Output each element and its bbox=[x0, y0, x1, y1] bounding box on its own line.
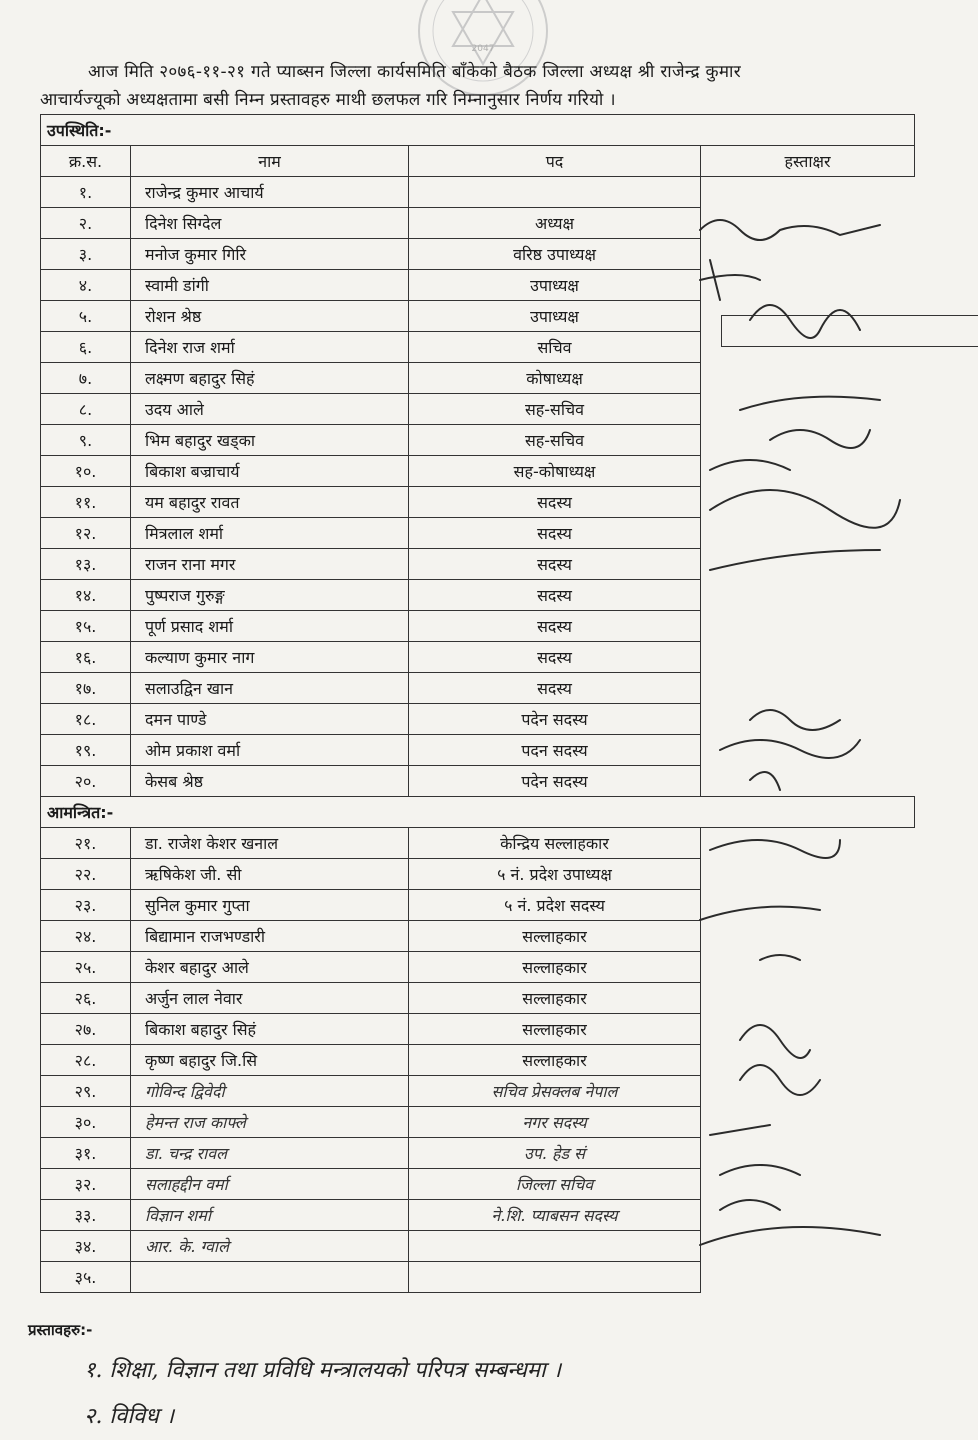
cell-sn: ३०. bbox=[41, 1107, 131, 1138]
cell-post: सचिव प्रेसक्लब नेपाल bbox=[409, 1076, 701, 1107]
cell-name: दिनेश राज शर्मा bbox=[131, 332, 409, 363]
table-row bbox=[41, 487, 915, 518]
cell-post: सह-सचिव bbox=[409, 394, 701, 425]
cell-post: सल्लाहकार bbox=[409, 952, 701, 983]
cell-sn: ११. bbox=[41, 487, 131, 518]
table-row bbox=[41, 859, 915, 890]
cell-post: सह-कोषाध्यक्ष bbox=[409, 456, 701, 487]
proposal-item-1: १. शिक्षा, विज्ञान तथा प्रविधि मन्त्रालयको परिपत्र सम्बन्धमा । bbox=[84, 1358, 562, 1383]
cell-sn: ३४. bbox=[41, 1231, 131, 1262]
cell-name: केशर बहादुर आले bbox=[131, 952, 409, 983]
table-row bbox=[41, 270, 915, 301]
meeting-intro bbox=[40, 58, 960, 114]
table-row bbox=[41, 952, 915, 983]
cell-post: ने.शि. प्याबसन सदस्य bbox=[409, 1200, 701, 1231]
table-row bbox=[41, 1200, 915, 1231]
intro-line-1: आज मिति २०७६-११-२१ गते प्याब्सन जिल्ला कार्यसमिति बाँकेको बैठक जिल्ला अध्यक्ष श्री राजेन्द्र कुमार bbox=[88, 62, 741, 82]
cell-post: पदेन सदस्य bbox=[409, 766, 701, 797]
cell-sn: २२. bbox=[41, 859, 131, 890]
cell-post: ५ नं. प्रदेश उपाध्यक्ष bbox=[409, 859, 701, 890]
cell-sn: २९. bbox=[41, 1076, 131, 1107]
cell-sn: ६. bbox=[41, 332, 131, 363]
section-invited-label: आमन्त्रित:- bbox=[41, 797, 915, 828]
cell-name: कल्याण कुमार नाग bbox=[131, 642, 409, 673]
table-row bbox=[41, 1076, 915, 1107]
cell-name: सुनिल कुमार गुप्ता bbox=[131, 890, 409, 921]
cell-sn: १८. bbox=[41, 704, 131, 735]
table-row bbox=[41, 1262, 915, 1293]
cell-sn: १०. bbox=[41, 456, 131, 487]
section-present-row bbox=[41, 115, 915, 146]
cell-name: डा. राजेश केशर खनाल bbox=[131, 828, 409, 859]
cell-post: सल्लाहकार bbox=[409, 921, 701, 952]
table-row bbox=[41, 673, 915, 704]
cell-sn: २. bbox=[41, 208, 131, 239]
cell-name: केसब श्रेष्ठ bbox=[131, 766, 409, 797]
proposal-item-2: २. विविध । bbox=[84, 1404, 175, 1429]
table-row bbox=[41, 1138, 915, 1169]
cell-post: सल्लाहकार bbox=[409, 1045, 701, 1076]
cell-name: राजेन्द्र कुमार आचार्य bbox=[131, 177, 409, 208]
cell-sn: १३. bbox=[41, 549, 131, 580]
table-row bbox=[41, 828, 915, 859]
cell-name: गोविन्द द्विवेदी bbox=[131, 1076, 409, 1107]
cell-post bbox=[409, 177, 701, 208]
cell-sn: १२. bbox=[41, 518, 131, 549]
cell-name: पुष्पराज गुरुङ्ग bbox=[131, 580, 409, 611]
table-row bbox=[41, 1045, 915, 1076]
cell-sn: १७. bbox=[41, 673, 131, 704]
table-row bbox=[41, 1169, 915, 1200]
cell-post bbox=[409, 1262, 701, 1293]
section-present-label: उपस्थिति:- bbox=[41, 115, 915, 146]
cell-name: कृष्ण बहादुर जि.सि bbox=[131, 1045, 409, 1076]
seal-year: 2047 bbox=[471, 44, 495, 54]
cell-post: कोषाध्यक्ष bbox=[409, 363, 701, 394]
cell-sn: १४. bbox=[41, 580, 131, 611]
cell-sn: ३१. bbox=[41, 1138, 131, 1169]
cell-sn: २८. bbox=[41, 1045, 131, 1076]
cell-post: सदस्य bbox=[409, 580, 701, 611]
table-row bbox=[41, 549, 915, 580]
cell-name: ऋषिकेश जी. सी bbox=[131, 859, 409, 890]
cell-name: मित्रलाल शर्मा bbox=[131, 518, 409, 549]
proposals-label: प्रस्तावहरु:- bbox=[28, 1321, 93, 1339]
attendance-table bbox=[40, 114, 915, 1293]
table-row bbox=[41, 363, 915, 394]
table-row bbox=[41, 580, 915, 611]
table-row bbox=[41, 611, 915, 642]
table-row bbox=[41, 735, 915, 766]
cell-post: केन्द्रिय सल्लाहकार bbox=[409, 828, 701, 859]
cell-name: रोशन श्रेष्ठ bbox=[131, 301, 409, 332]
cell-sn: ३५. bbox=[41, 1262, 131, 1293]
table-row bbox=[41, 890, 915, 921]
cell-sn: १९. bbox=[41, 735, 131, 766]
cell-sn: २५. bbox=[41, 952, 131, 983]
header-name: नाम bbox=[131, 146, 409, 177]
cell-name: आर. के. ग्वाले bbox=[131, 1231, 409, 1262]
cell-post: सदस्य bbox=[409, 549, 701, 580]
cell-post: सदस्य bbox=[409, 611, 701, 642]
cell-post: उपाध्यक्ष bbox=[409, 301, 701, 332]
cell-post: नगर सदस्य bbox=[409, 1107, 701, 1138]
cell-post: सल्लाहकार bbox=[409, 1014, 701, 1045]
cell-sn: १६. bbox=[41, 642, 131, 673]
cell-name: लक्ष्मण बहादुर सिहं bbox=[131, 363, 409, 394]
cell-post: सदस्य bbox=[409, 642, 701, 673]
section-invited-row bbox=[41, 797, 915, 828]
cell-sn: ३३. bbox=[41, 1200, 131, 1231]
table-row bbox=[41, 332, 915, 363]
table-row bbox=[41, 766, 915, 797]
cell-sn: १५. bbox=[41, 611, 131, 642]
table-row bbox=[41, 394, 915, 425]
cell-post: वरिष्ठ उपाध्यक्ष bbox=[409, 239, 701, 270]
cell-post: उप. हेड सं bbox=[409, 1138, 701, 1169]
cell-name: दमन पाण्डे bbox=[131, 704, 409, 735]
cell-post bbox=[409, 1231, 701, 1262]
table-row bbox=[41, 1107, 915, 1138]
cell-name: विज्ञान शर्मा bbox=[131, 1200, 409, 1231]
cell-post: सचिव bbox=[409, 332, 701, 363]
cell-sn: ३. bbox=[41, 239, 131, 270]
header-post: पद bbox=[409, 146, 701, 177]
cell-sn: २३. bbox=[41, 890, 131, 921]
cell-name: सलाउद्विन खान bbox=[131, 673, 409, 704]
table-row bbox=[41, 983, 915, 1014]
cell-sn: ३२. bbox=[41, 1169, 131, 1200]
cell-name: उदय आले bbox=[131, 394, 409, 425]
cell-post: सदस्य bbox=[409, 487, 701, 518]
table-row bbox=[41, 642, 915, 673]
cell-post: सह-सचिव bbox=[409, 425, 701, 456]
cell-name: दिनेश सिग्देल bbox=[131, 208, 409, 239]
header-signature: हस्ताक्षर bbox=[701, 146, 915, 177]
cell-post: जिल्ला सचिव bbox=[409, 1169, 701, 1200]
cell-sn: २१. bbox=[41, 828, 131, 859]
table-row bbox=[41, 921, 915, 952]
cell-post: सदस्य bbox=[409, 673, 701, 704]
cell-name bbox=[131, 1262, 409, 1293]
cell-sn: ७. bbox=[41, 363, 131, 394]
cell-post: ५ नं. प्रदेश सदस्य bbox=[409, 890, 701, 921]
table-row bbox=[41, 518, 915, 549]
cell-post: पदेन सदस्य bbox=[409, 704, 701, 735]
cell-name: यम बहादुर रावत bbox=[131, 487, 409, 518]
cell-post: पदन सदस्य bbox=[409, 735, 701, 766]
table-row bbox=[41, 208, 915, 239]
table-row bbox=[41, 1231, 915, 1262]
table-row bbox=[41, 704, 915, 735]
cell-name: स्वामी डांगी bbox=[131, 270, 409, 301]
cell-name: डा. चन्द्र रावल bbox=[131, 1138, 409, 1169]
cell-sn: १. bbox=[41, 177, 131, 208]
cell-sn: ९. bbox=[41, 425, 131, 456]
cell-sn: २६. bbox=[41, 983, 131, 1014]
cell-post: सल्लाहकार bbox=[409, 983, 701, 1014]
table-row bbox=[41, 239, 915, 270]
table-row bbox=[41, 425, 915, 456]
cell-name: अर्जुन लाल नेवार bbox=[131, 983, 409, 1014]
intro-line-2: आचार्यज्यूको अध्यक्षतामा बसी निम्न प्रस्तावहरु माथी छलफल गरि निम्नानुसार निर्णय गरियो । bbox=[40, 90, 616, 110]
cell-name: राजन राना मगर bbox=[131, 549, 409, 580]
table-row bbox=[41, 456, 915, 487]
table-row bbox=[41, 1014, 915, 1045]
table-header-row bbox=[41, 146, 915, 177]
cell-name: मनोज कुमार गिरि bbox=[131, 239, 409, 270]
cell-sn: २०. bbox=[41, 766, 131, 797]
cell-sn: २७. bbox=[41, 1014, 131, 1045]
cell-name: बिकाश बज्राचार्य bbox=[131, 456, 409, 487]
cell-sn: ४. bbox=[41, 270, 131, 301]
cell-name: सलाहद्दीन वर्मा bbox=[131, 1169, 409, 1200]
header-sn: क्र.स. bbox=[41, 146, 131, 177]
table-row bbox=[41, 177, 915, 208]
cell-sn: २४. bbox=[41, 921, 131, 952]
cell-post: उपाध्यक्ष bbox=[409, 270, 701, 301]
cell-sn: ५. bbox=[41, 301, 131, 332]
table-row bbox=[41, 301, 915, 332]
cell-name: बिकाश बहादुर सिहं bbox=[131, 1014, 409, 1045]
cell-name: ओम प्रकाश वर्मा bbox=[131, 735, 409, 766]
cell-sn: ८. bbox=[41, 394, 131, 425]
cell-name: बिद्यामान राजभण्डारी bbox=[131, 921, 409, 952]
cell-post: अध्यक्ष bbox=[409, 208, 701, 239]
cell-name: हेमन्त राज काफ्ले bbox=[131, 1107, 409, 1138]
cell-name: भिम बहादुर खड्का bbox=[131, 425, 409, 456]
cell-post: सदस्य bbox=[409, 518, 701, 549]
cell-name: पूर्ण प्रसाद शर्मा bbox=[131, 611, 409, 642]
